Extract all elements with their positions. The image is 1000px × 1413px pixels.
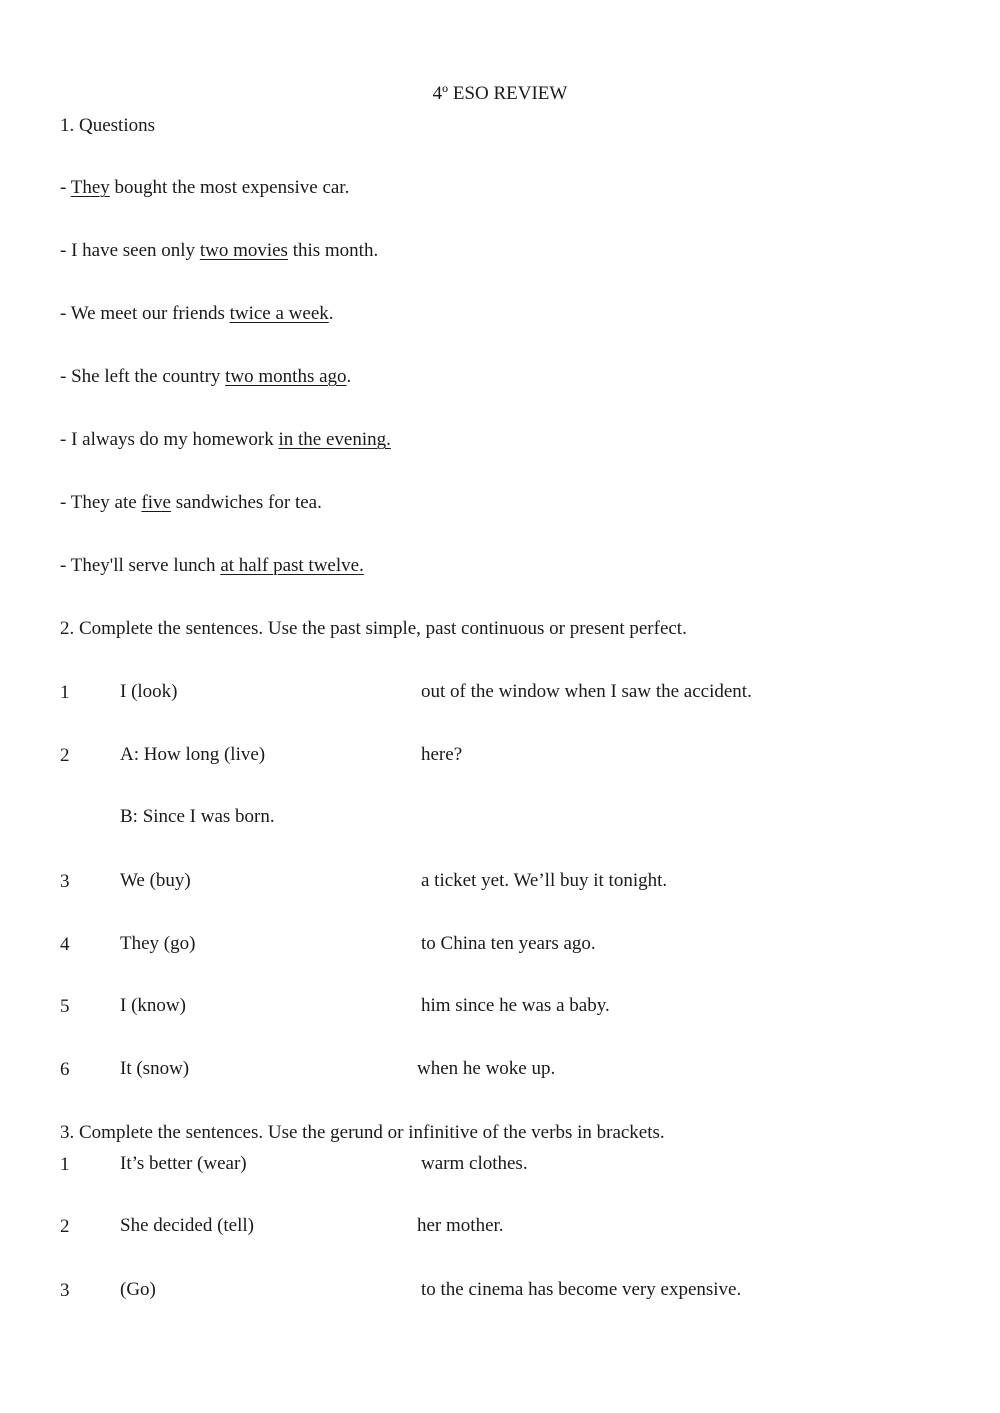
question-text: - I have seen only (60, 240, 200, 261)
item-prompt: We (buy) (120, 870, 191, 891)
question-text: - They'll serve lunch (60, 555, 221, 576)
item-continuation: her mother. (417, 1215, 504, 1236)
item-number: 3 (60, 1280, 70, 1301)
question-text: - She left the country (60, 366, 226, 387)
item-prompt: I (look) (120, 681, 178, 702)
question-text: bought the most expensive car. (109, 177, 350, 198)
item-prompt: They (go) (120, 933, 196, 954)
section-2-heading: 2. Complete the sentences. Use the past simple, past continuous or present perfect. (60, 618, 687, 639)
underlined-answer: five (141, 492, 171, 513)
underlined-answer: two months ago (225, 366, 347, 387)
item-prompt: She decided (tell) (120, 1215, 255, 1236)
underlined-answer: twice a week (229, 303, 329, 324)
item-continuation: to the cinema has become very expensive. (421, 1279, 742, 1300)
question-text: . (328, 303, 334, 324)
item-number: 1 (60, 1154, 70, 1175)
item-continuation: him since he was a baby. (421, 995, 610, 1016)
item-number: 6 (60, 1059, 70, 1080)
item-prompt: I (know) (120, 995, 186, 1016)
item-continuation: to China ten years ago. (421, 933, 596, 954)
item-continuation: warm clothes. (421, 1153, 528, 1174)
item-prompt: It (snow) (120, 1058, 190, 1079)
item-continuation: here? (421, 744, 463, 765)
question-item (60, 429, 391, 451)
question-item (60, 240, 378, 262)
underlined-answer: at half past twelve. (220, 555, 364, 576)
question-item (60, 366, 351, 388)
question-item (60, 177, 349, 199)
item-number: 5 (60, 996, 70, 1017)
section-3-heading: 3. Complete the sentences. Use the gerund or infinitive of the verbs in brackets. (60, 1122, 665, 1143)
question-text: this month. (287, 240, 379, 261)
underlined-answer: They (70, 177, 110, 198)
item-continuation: when he woke up. (417, 1058, 556, 1079)
item-number: 4 (60, 934, 70, 955)
item-prompt: (Go) (120, 1279, 156, 1300)
item-number: 2 (60, 1216, 70, 1237)
page-title: 4º ESO REVIEW (432, 83, 568, 104)
question-text: . (346, 366, 352, 387)
item-prompt: It’s better (wear) (120, 1153, 247, 1174)
question-text: sandwiches for tea. (170, 492, 322, 513)
section-1-heading: 1. Questions (60, 115, 155, 136)
item-continuation: out of the window when I saw the accident. (421, 681, 752, 702)
question-text: - They ate (60, 492, 142, 513)
item-number: 2 (60, 745, 70, 766)
item-prompt: A: How long (live) (120, 744, 266, 765)
question-text: - (60, 177, 71, 198)
item-number: 3 (60, 871, 70, 892)
question-text: - I always do my homework (60, 429, 279, 450)
item-number: 1 (60, 682, 70, 703)
item-continuation: a ticket yet. We’ll buy it tonight. (421, 870, 668, 891)
item-prompt: B: Since I was born. (120, 806, 275, 827)
question-item (60, 492, 322, 514)
question-text: - We meet our friends (60, 303, 230, 324)
question-item (60, 303, 334, 325)
question-item (60, 555, 364, 577)
underlined-answer: in the evening. (278, 429, 391, 450)
underlined-answer: two movies (199, 240, 288, 261)
